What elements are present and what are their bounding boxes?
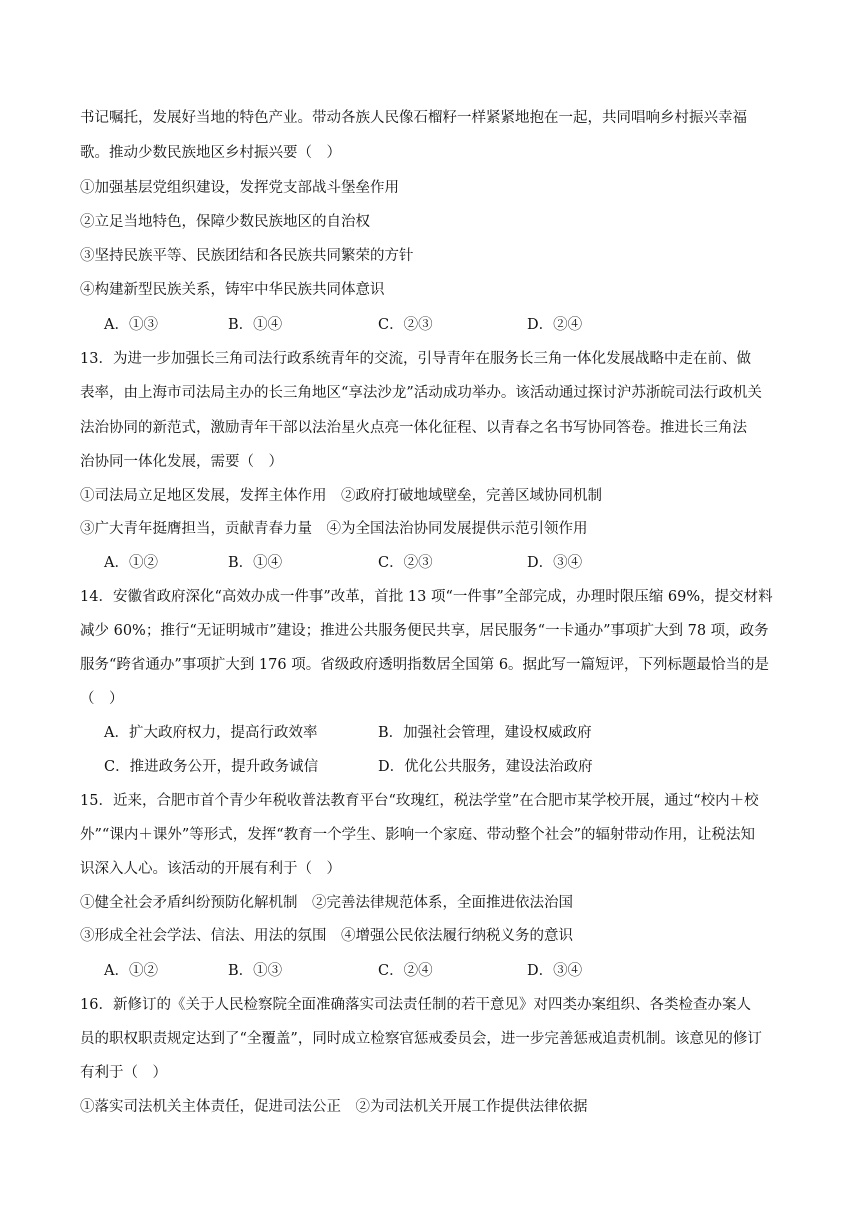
answer-option-a: A．①② [104,555,158,571]
statement-item: ③坚持民族平等、民族团结和各民族共同繁荣的方针 [80,248,414,264]
question-stem-line: 法治协同的新范式，激励青年干部以法治星火点亮一体化征程、以青春之名书写协同答卷。推进长三角法 [80,420,747,436]
question-stem-line: 14．安徽省政府深化“高效办成一件事”改革，首批 13 项“一件事”全部完成，办理时限压缩 69%，提交材料 [80,589,773,605]
question-stem-line: 表率，由上海市司法局主办的长三角地区“享法沙龙”活动成功举办。该活动通过探讨沪苏浙皖司法行政机关 [80,385,762,401]
answer-option-c: C．②③ [378,317,433,333]
statement-item: ②立足当地特色，保障少数民族地区的自治权 [80,214,370,230]
question-stem-line: 外”“课内＋课外”等形式，发挥“教育一个学生、影响一个家庭、带动整个社会”的辐射带动作用，让税法知 [80,827,756,843]
answer-option-c: C．推进政务公开，提升政务诚信 [104,759,319,775]
question-stem-line: 减少 60%；推行“无证明城市”建设；推进公共服务便民共享，居民服务“一卡通办”事项扩大到 78 项，政务 [80,623,769,639]
statement-item: ①加强基层党组织建设，发挥党支部战斗堡垒作用 [80,180,399,196]
statement-item: ③形成全社会学法、信法、用法的氛围 ④增强公民依法履行纳税义务的意识 [80,928,573,944]
question-stem-line: 书记嘱托，发展好当地的特色产业。带动各族人民像石榴籽一样紧紧地抱在一起，共同唱响乡村振兴幸福 [80,110,747,126]
question-stem-line: 有利于（ ） [80,1065,167,1081]
answer-option-a: A．扩大政府权力，提高行政效率 [104,725,318,741]
statement-item: ①落实司法机关主体责任，促进司法公正 ②为司法机关开展工作提供法律依据 [80,1099,588,1115]
answer-option-b: B．加强社会管理，建设权威政府 [378,725,592,741]
question-stem-line: 13．为进一步加强长三角司法行政系统青年的交流，引导青年在服务长三角一体化发展战略中走在前、做 [80,351,751,367]
statement-item: ①健全社会矛盾纠纷预防化解机制 ②完善法律规范体系，全面推进依法治国 [80,895,573,911]
answer-option-b: B．①④ [228,555,283,571]
statement-item: ④构建新型民族关系，铸牢中华民族共同体意识 [80,282,385,298]
answer-option-b: B．①④ [228,317,283,333]
answer-option-c: C．②③ [378,555,433,571]
question-stem-line: 员的职权职责规定达到了“全覆盖”，同时成立检察官惩戒委员会，进一步完善惩戒追责机制。该意见的修订 [80,1031,762,1047]
answer-option-b: B．①③ [228,963,283,979]
answer-option-a: A．①③ [104,317,158,333]
statement-item: ③广大青年挺膺担当，贡献青春力量 ④为全国法治协同发展提供示范引领作用 [80,521,588,537]
question-stem-line: 歌。推动少数民族地区乡村振兴要（ ） [80,145,341,161]
question-stem-line: 15．近来，合肥市首个青少年税收普法教育平台“玫瑰红，税法学堂”在合肥市某学校开展，通过“校内＋校 [80,793,759,809]
question-stem-line: （ ） [80,691,124,707]
statement-item: ①司法局立足地区发展，发挥主体作用 ②政府打破地域壁垒，完善区域协同机制 [80,488,602,504]
answer-option-c: C．②④ [378,963,433,979]
question-stem-line: 识深入人心。该活动的开展有利于（ ） [80,861,341,877]
answer-option-d: D．③④ [527,555,583,571]
question-stem-line: 16．新修订的《关于人民检察院全面准确落实司法责任制的若干意见》对四类办案组织、各类检查办案人 [80,997,751,1013]
question-stem-line: 服务“跨省通办”事项扩大到 176 项。省级政府透明指数居全国第 6。据此写一篇短评，下列标题最恰当的是 [80,657,770,673]
answer-option-d: D．优化公共服务，建设法治政府 [378,759,593,775]
question-stem-line: 治协同一体化发展，需要（ ） [80,454,283,470]
answer-option-d: D．②④ [527,317,583,333]
answer-option-d: D．③④ [527,963,583,979]
answer-option-a: A．①② [104,963,158,979]
